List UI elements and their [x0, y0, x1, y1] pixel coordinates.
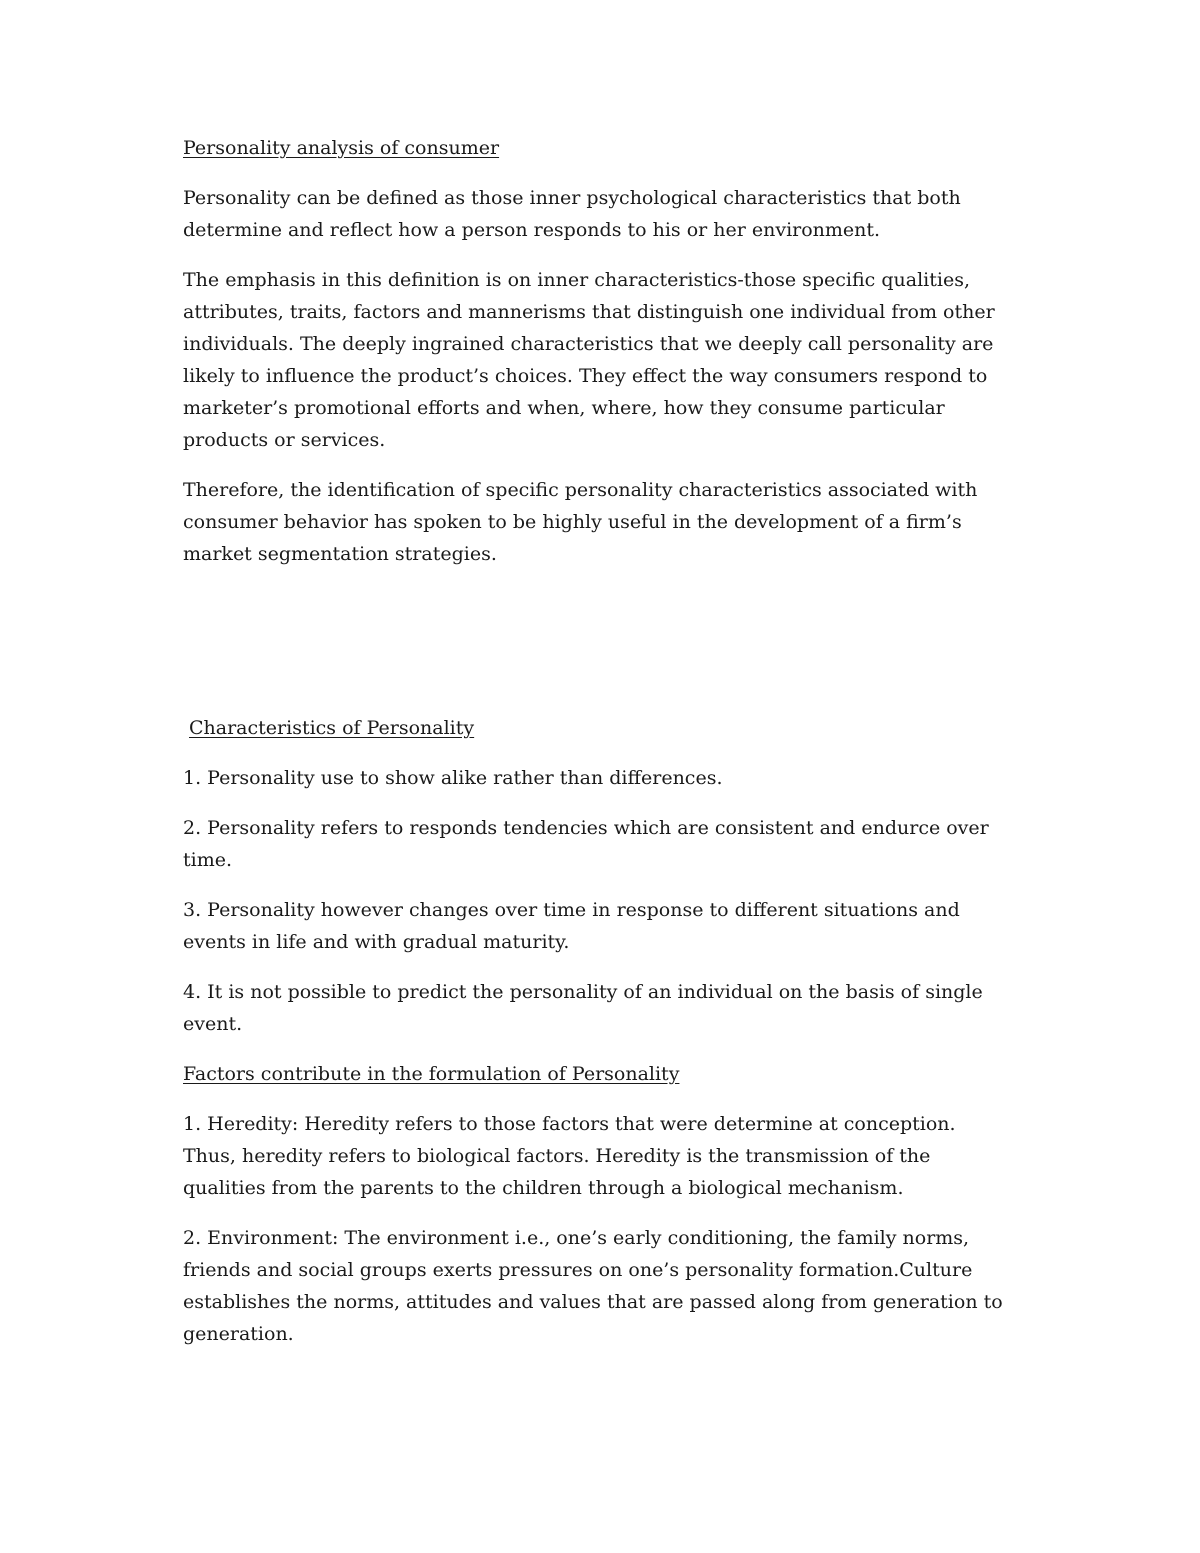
document-body — [183, 132, 1013, 1368]
list-item-factor-heredity: 1. Heredity: Heredity refers to those factors that were determine at conception. Thus, heredity refers to biological factors. Heredity is the transmission of the qualities from the parents to the children through a biological mechanism. — [183, 1113, 956, 1199]
section-heading-characteristics: Characteristics of Personality — [189, 717, 475, 739]
list-item-characteristic-2: 2. Personality refers to responds tendencies which are consistent and endurce over time. — [183, 817, 989, 871]
paragraph-therefore: Therefore, the identification of specific personality characteristics associated with consumer behavior has spoken to be highly useful in the development of a firm’s market segmentation strategies. — [183, 479, 978, 565]
paragraph-emphasis: The emphasis in this definition is on inner characteristics-those specific qualities, attributes, traits, factors and mannerisms that distinguish one individual from other individuals. The deeply ingrained characteristics that we deeply call personality are likely to influence the product’s choices. They effect the way consumers respond to marketer’s promotional efforts and when, where, how they consume particular products or services. — [183, 269, 995, 451]
section-heading-personality-analysis: Personality analysis of consumer — [183, 137, 500, 159]
list-item-characteristic-4: 4. It is not possible to predict the personality of an individual on the basis of single event. — [183, 981, 983, 1035]
blank-space — [183, 588, 1013, 712]
list-item-characteristic-1: 1. Personality use to show alike rather than differences. — [183, 767, 723, 789]
section-heading-factors: Factors contribute in the formulation of Personality — [183, 1063, 680, 1085]
list-item-factor-environment: 2. Environment: The environment i.e., one’s early conditioning, the family norms, friends and social groups exerts pressures on one’s personality formation.Culture establishes the norms, attitudes and values that are passed along from generation to generation. — [183, 1227, 1003, 1345]
list-item-characteristic-3: 3. Personality however changes over time in response to different situations and events in life and with gradual maturity. — [183, 899, 960, 953]
paragraph-definition: Personality can be defined as those inner psychological characteristics that both determine and reflect how a person responds to his or her environment. — [183, 187, 961, 241]
